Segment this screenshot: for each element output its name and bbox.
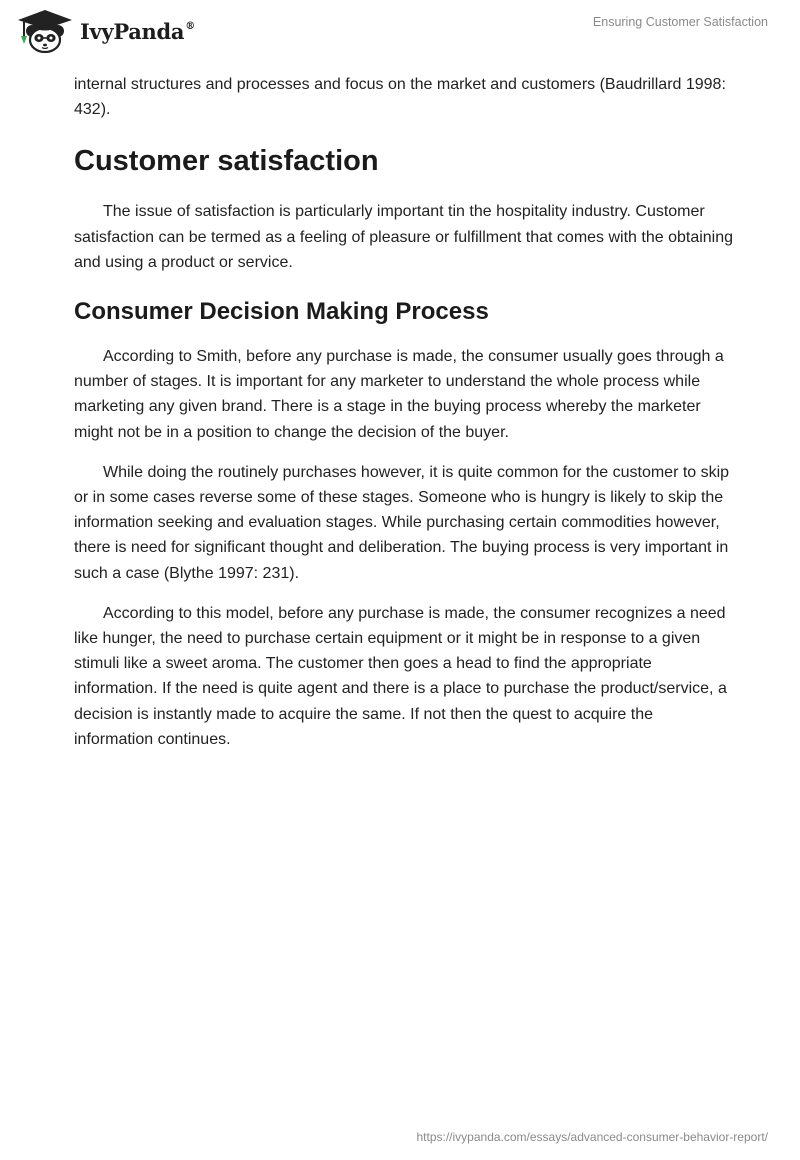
panda-graduate-icon <box>14 9 76 53</box>
paragraph-decision-making-3: According to this model, before any purchase is made, the consumer recognizes a need like hunger, the need to purchase certain equipment or it might be in response to a given stimuli like a sweet aroma. The customer then goes a head to find the appropriate information. If the need is quite agent and there is a place to purchase the product/service, a decision is instantly made to acquire the same. If not then the quest to acquire the information continues. <box>74 604 727 748</box>
ivypanda-logo[interactable] <box>14 9 195 53</box>
intro-paragraph: internal structures and processes and focus on the market and customers (Baudrillard 1998: 432). <box>74 76 726 119</box>
section-heading-decision-making: Consumer Decision Making Process <box>74 298 489 326</box>
paragraph-customer-satisfaction: The issue of satisfaction is particularly important tin the hospitality industry. Customer satisfaction can be termed as a feeling of pleasure or fulfillment that comes with the obtaining and using a product or service. <box>74 203 734 271</box>
registered-mark: ® <box>185 20 195 32</box>
section-heading-customer-satisfaction: Customer satisfaction <box>74 145 379 178</box>
brand-name-text: IvyPanda <box>80 18 185 44</box>
page-header <box>0 0 800 64</box>
running-title: Ensuring Customer Satisfaction <box>592 15 768 29</box>
essay-content <box>74 72 734 767</box>
brand-name <box>80 19 195 44</box>
paragraph-decision-making-2: While doing the routinely purchases however, it is quite common for the customer to skip or in some cases reverse some of these stages. Someone who is hungry is likely to skip the information seeking and evaluation stages. While purchasing certain commodities however, there is need for significant thought and deliberation. The buying process is very important in such a case (Blythe 1997: 231). <box>74 463 730 582</box>
footer-url-link[interactable]: https://ivypanda.com/essays/advanced-consumer-behavior-report/ <box>416 1130 768 1144</box>
paragraph-decision-making-1: According to Smith, before any purchase is made, the consumer usually goes through a number of stages. It is important for any marketer to understand the whole process while marketing any given brand. There is a stage in the buying process whereby the marketer might not be in a position to change the decision of the buyer. <box>74 348 724 441</box>
